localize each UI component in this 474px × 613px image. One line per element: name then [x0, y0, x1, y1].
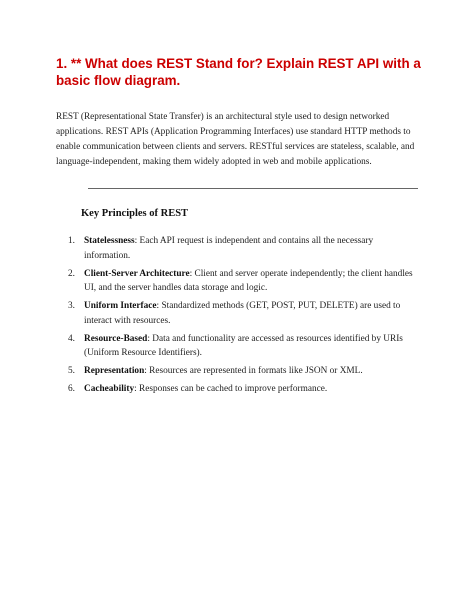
list-item	[60, 267, 420, 296]
list-item-description: : Data and functionality are accessed as resources identified by URIs (Uniform Resource Identifiers).	[84, 333, 403, 358]
list-item	[60, 332, 420, 361]
principles-list	[60, 234, 420, 400]
list-item-term: Cacheability	[84, 384, 135, 394]
list-item-term: Statelessness	[84, 236, 135, 246]
list-item-description: : Resources are represented in formats like JSON or XML.	[144, 366, 363, 376]
list-item-number: 6.	[68, 384, 75, 394]
list-item	[60, 382, 420, 397]
list-item-number: 4.	[68, 333, 75, 344]
question-heading: 1. ** What does REST Stand for? Explain REST API with a basic flow diagram.	[56, 56, 421, 88]
list-item-number: 1.	[68, 236, 75, 246]
principles-heading: Key Principles of REST	[81, 208, 189, 219]
list-item-description: : Client and server operate independently; the client handles UI, and the server handles data storage and logic.	[84, 268, 413, 293]
list-item-term: Uniform Interface	[84, 301, 157, 311]
list-item-description: : Responses can be cached to improve performance.	[134, 384, 328, 394]
list-item-term: Resource-Based	[84, 333, 148, 344]
list-item	[60, 364, 420, 379]
list-item-description: : Each API request is independent and contains all the necessary information.	[84, 236, 374, 261]
list-item-term: Representation	[84, 366, 145, 376]
list-item	[60, 299, 420, 328]
horizontal-divider	[88, 188, 418, 189]
list-item-number: 2.	[68, 268, 75, 279]
intro-paragraph: REST (Representational State Transfer) is an architectural style used to design networked applications. REST APIs (Application Programming Interfaces) use standard HTTP methods to enable communication between clients and servers. RESTful services are stateless, scalable, and language-independent, making them widely adopted in web and mobile applications.	[56, 112, 415, 167]
list-item-number: 3.	[68, 301, 75, 311]
list-item-term: Client-Server Architecture	[84, 268, 190, 279]
list-item-number: 5.	[68, 366, 75, 376]
list-item	[60, 234, 420, 263]
list-item-description: : Standardized methods (GET, POST, PUT, DELETE) are used to interact with resources.	[84, 301, 401, 326]
